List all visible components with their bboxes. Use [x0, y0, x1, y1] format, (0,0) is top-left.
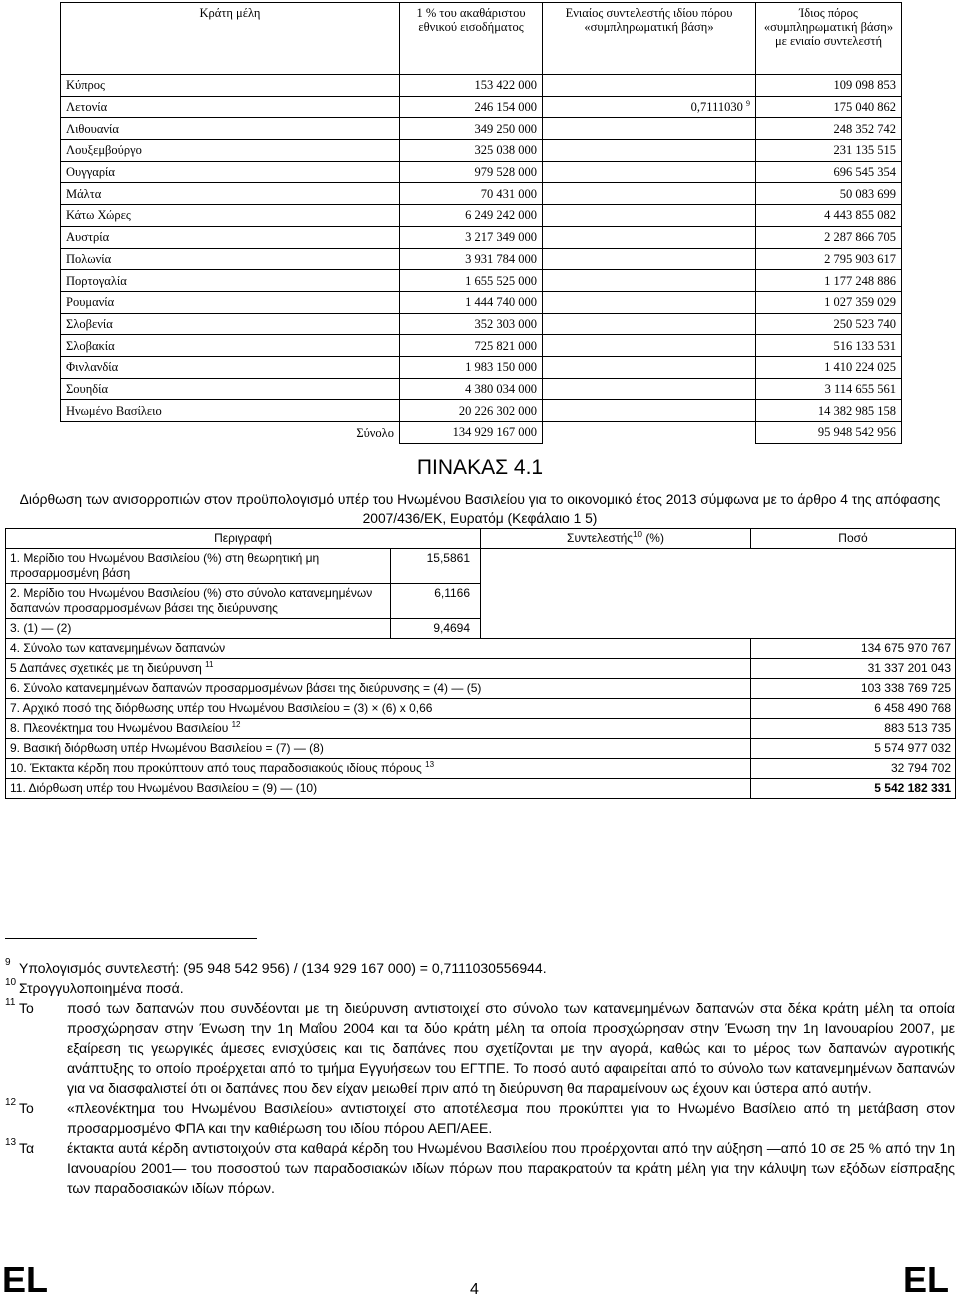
uniform-rate-cell [543, 205, 756, 227]
rate-row-value: 6,1166 [391, 584, 481, 619]
own-resource-value: 696 545 354 [756, 161, 902, 183]
table-title: ΠΙΝΑΚΑΣ 4.1 [416, 456, 544, 479]
country-name: Πορτογαλία [61, 270, 400, 292]
gni-value: 246 154 000 [400, 96, 543, 118]
own-resource-value: 250 523 740 [756, 313, 902, 335]
amount-row [6, 759, 956, 779]
footnote-text: Υπολογισμός συντελεστή: (95 948 542 956) / (134 929 167 000) = 0,7111030556944. [19, 960, 547, 976]
uniform-rate-cell [543, 226, 756, 248]
empty-cell [751, 584, 956, 619]
amount-row-description-cell [6, 699, 751, 719]
amount-row-description-cell [6, 679, 751, 699]
amount-row-description-cell [6, 759, 751, 779]
amount-row [6, 659, 956, 679]
own-resource-value: 248 352 742 [756, 118, 902, 140]
gni-value: 725 821 000 [400, 335, 543, 357]
country-name: Λουξεμβούργο [61, 140, 400, 162]
own-resource-value: 4 443 855 082 [756, 205, 902, 227]
footnote-text: έκτακτα αυτά κέρδη αντιστοιχούν στα καθαρά κέρδη του Ηνωμένου Βασιλείου που προέρχονται από την αύξηση —από 10 σε 25 % από την 1η Ιανουαρίου 2001— του ποσοστού των παραδοσιακών ιδίων πόρων που παρακρατούν τα κράτη μέλη για την κάλυψη των εξόδων είσπραξης των παραδοσιακών ιδίων πόρων. [67, 1140, 955, 1196]
uniform-rate-cell [543, 270, 756, 292]
country-name: Κύπρος [61, 75, 400, 97]
footnote [5, 1098, 955, 1138]
country-row [61, 75, 902, 97]
final-correction-description: 11. Διόρθωση υπέρ του Ηνωμένου Βασιλείου = (9) — (10) [6, 779, 751, 799]
amount-row-description: 9. Βασική διόρθωση υπέρ Ηνωμένου Βασιλείου = (7) — (8) [10, 741, 324, 755]
uk-correction-body [6, 549, 956, 799]
gni-value: 3 217 349 000 [400, 226, 543, 248]
country-name: Ρουμανία [61, 291, 400, 313]
amount-row-value: 103 338 769 725 [751, 679, 956, 699]
own-resource-value: 1 177 248 886 [756, 270, 902, 292]
amount-row [6, 639, 956, 659]
country-row [61, 226, 902, 248]
footnote-marker: 11 [5, 997, 16, 1008]
empty-cell [751, 619, 956, 639]
amount-row-description-cell [6, 659, 751, 679]
gni-value: 352 303 000 [400, 313, 543, 335]
empty-cell [481, 584, 751, 619]
uniform-rate-cell [543, 400, 756, 422]
rate-row [6, 549, 956, 584]
country-row [61, 183, 902, 205]
amount-row-value: 5 574 977 032 [751, 739, 956, 759]
gni-value: 20 226 302 000 [400, 400, 543, 422]
uniform-rate-cell [543, 118, 756, 140]
header-rate-footnote-ref: 10 [633, 530, 642, 539]
total-label: Σύνολο [356, 425, 394, 440]
header-rate-label: Συντελεστής [567, 531, 634, 545]
amount-row-description-cell [6, 719, 751, 739]
amount-row-description: 5 Δαπάνες σχετικές με τη διεύρυνση [10, 661, 202, 675]
country-row [61, 205, 902, 227]
gni-value: 4 380 034 000 [400, 378, 543, 400]
language-code-left: EL [2, 1259, 49, 1300]
rate-row-description: 2. Μερίδιο του Ηνωμένου Βασιλείου (%) στο σύνολο κατανεμημένων δαπανών προσαρμοσμένων βάσει της διεύρυνσης [6, 584, 391, 619]
gni-value: 70 431 000 [400, 183, 543, 205]
country-name: Αυστρία [61, 226, 400, 248]
total-row [61, 422, 902, 444]
final-correction-amount: 5 542 182 331 [751, 779, 956, 799]
amount-footnote-ref: 13 [425, 760, 435, 769]
amount-row-description: 7. Αρχικό ποσό της διόρθωσης υπέρ του Ηνωμένου Βασιλείου = (3) × (6) x 0,66 [10, 701, 433, 715]
own-resource-value: 2 795 903 617 [756, 248, 902, 270]
footnote [5, 958, 955, 978]
own-resource-value: 3 114 655 561 [756, 378, 902, 400]
uniform-rate-cell [543, 356, 756, 378]
country-name: Κάτω Χώρες [61, 205, 400, 227]
header-rate-suffix: (%) [645, 531, 664, 545]
country-row [61, 335, 902, 357]
footnote-lead-word: Το [19, 1100, 34, 1116]
footnote-text: Στρογγυλοποιημένα ποσά. [19, 980, 184, 996]
gni-value: 1 655 525 000 [400, 270, 543, 292]
amount-row-value: 31 337 201 043 [751, 659, 956, 679]
country-row [61, 291, 902, 313]
rate-row [6, 619, 956, 639]
header-member-states: Κράτη μέλη [61, 3, 400, 75]
amount-footnote-ref: 12 [231, 720, 241, 729]
footnote-marker: 9 [5, 957, 11, 968]
gni-value: 1 444 740 000 [400, 291, 543, 313]
footnote-marker: 12 [5, 1097, 17, 1108]
own-resource-value: 516 133 531 [756, 335, 902, 357]
rate-row-description: 3. (1) — (2) [6, 619, 391, 639]
country-name: Μάλτα [61, 183, 400, 205]
amount-row-value: 883 513 735 [751, 719, 956, 739]
table-caption: Διόρθωση των ανισορροπιών στον προϋπολογισμό υπέρ του Ηνωμένου Βασιλείου για το οικονομικό έτος 2013 σύμφωνα με το άρθρο 4 της απόφασης 2007/436/ΕΚ, Ευρατόμ (Κεφάλαιο 1 5) [19, 492, 941, 526]
header-amount: Ποσό [751, 529, 956, 549]
footnote-lead-word: Τα [19, 1140, 35, 1156]
country-name: Ηνωμένο Βασίλειο [61, 400, 400, 422]
footnote-marker: 10 [5, 977, 17, 988]
country-name: Σουηδία [61, 378, 400, 400]
amount-row-description-cell [6, 639, 751, 659]
empty-cell [481, 619, 751, 639]
amount-row [6, 719, 956, 739]
country-name: Ουγγαρία [61, 161, 400, 183]
header-description: Περιγραφή [6, 529, 481, 549]
empty-cell [751, 549, 956, 584]
own-resource-value: 50 083 699 [756, 183, 902, 205]
total-rate-empty [543, 422, 756, 444]
footnote [5, 998, 955, 1098]
footnote-separator [5, 938, 257, 939]
final-correction-row [6, 779, 956, 799]
language-code-right: EL [903, 1259, 950, 1300]
amount-row-description: 4. Σύνολο των κατανεμημένων δαπανών [10, 641, 226, 655]
country-row [61, 140, 902, 162]
amount-row [6, 699, 956, 719]
amount-row-value: 134 675 970 767 [751, 639, 956, 659]
gni-value: 325 038 000 [400, 140, 543, 162]
uniform-rate-cell [543, 183, 756, 205]
uniform-rate-value: 0,7111030 [690, 100, 743, 115]
country-row [61, 270, 902, 292]
uk-correction-header-row [6, 529, 956, 549]
footnotes [5, 958, 955, 1198]
own-resource-value: 1 410 224 025 [756, 356, 902, 378]
rate-row-value: 9,4694 [391, 619, 481, 639]
amount-row [6, 679, 956, 699]
country-row [61, 378, 902, 400]
footnote-lead-word: Το [19, 1000, 34, 1016]
amount-row-description: 10. Έκτακτα κέρδη που προκύπτουν από τους παραδοσιακούς ιδίους πόρους [10, 761, 422, 775]
uniform-rate-cell [543, 161, 756, 183]
empty-cell [481, 549, 751, 584]
header-rate [481, 529, 751, 549]
own-resource-header-row [61, 3, 902, 75]
footnote-text: «πλεονέκτημα του Ηνωμένου Βασιλείου» αντιστοιχεί στο αποτέλεσμα που προκύπτει για το Ηνωμένο Βασίλειο από τη μετάβαση στον προσαρμοσμένο ΦΠΑ και την καθιέρωση του ιδίου πόρου ΑΕΠ/ΑΕΕ. [67, 1100, 955, 1136]
gni-value: 3 931 784 000 [400, 248, 543, 270]
country-row [61, 161, 902, 183]
country-name: Σλοβενία [61, 313, 400, 335]
country-row [61, 118, 902, 140]
rate-row-value: 15,5861 [391, 549, 481, 584]
rate-row-description: 1. Μερίδιο του Ηνωμένου Βασιλείου (%) στη θεωρητική μη προσαρμοσμένη βάση [6, 549, 391, 584]
rate-row [6, 584, 956, 619]
uniform-rate-cell [543, 75, 756, 97]
rate-footnote-ref: 9 [746, 98, 750, 108]
amount-row-value: 6 458 490 768 [751, 699, 956, 719]
amount-row-description: 8. Πλεονέκτημα του Ηνωμένου Βασιλείου [10, 721, 229, 735]
country-name: Φινλανδία [61, 356, 400, 378]
header-gni-one-percent: 1 % του ακαθάριστου εθνικού εισοδήματος [400, 3, 543, 75]
gni-value: 153 422 000 [400, 75, 543, 97]
country-row [61, 400, 902, 422]
uniform-rate-cell [543, 313, 756, 335]
uniform-rate-cell [543, 96, 756, 118]
footnote-text: ποσό των δαπανών που συνδέονται με τη διεύρυνση αντιστοιχεί στο σύνολο των κατανεμημένων δαπανών στα δέκα κράτη μέλη τα οποία προσχώρησαν στην Ένωση την 1η Μαΐου 2004 και τα δύο κράτη μέλη τα οποία προσχώρησαν στην Ένωση την 1η Ιανουαρίου 2007, με εξαίρεση τις γεωργικές άμεσες ενισχύσεις και τις δαπάνες που σχετίζονται με την αγορά, καθώς και το μέρος των δαπανών αγροτικής ανάπτυξης το οποίο προέρχεται από το τμήμα Εγγυήσεων του ΕΓΤΠΕ. Το ποσό αυτό αφαιρείται από το σύνολο των κατανεμημένων δαπανών για να διασφαλιστεί ότι οι δαπάνες που δεν είχαν μειωθεί πριν από τη διεύρυνση θα παραμείνουν ως έχουν και ύστερα από αυτήν. [67, 1000, 955, 1096]
page-number: 4 [470, 1281, 479, 1298]
gni-value: 979 528 000 [400, 161, 543, 183]
country-name: Σλοβακία [61, 335, 400, 357]
gni-value: 349 250 000 [400, 118, 543, 140]
own-resource-value: 2 287 866 705 [756, 226, 902, 248]
footnote-marker: 13 [5, 1137, 17, 1148]
gni-value: 6 249 242 000 [400, 205, 543, 227]
uniform-rate-cell [543, 335, 756, 357]
amount-row-description-cell [6, 739, 751, 759]
uniform-rate-cell [543, 291, 756, 313]
own-resource-value: 14 382 985 158 [756, 400, 902, 422]
amount-row [6, 739, 956, 759]
uniform-rate-cell [543, 378, 756, 400]
own-resource-value: 231 135 515 [756, 140, 902, 162]
own-resource-table [60, 2, 902, 444]
gni-value: 1 983 150 000 [400, 356, 543, 378]
own-resource-body [61, 75, 902, 422]
amount-row-value: 32 794 702 [751, 759, 956, 779]
country-name: Λετονία [61, 96, 400, 118]
uniform-rate-cell [543, 140, 756, 162]
own-resource-value: 175 040 862 [756, 96, 902, 118]
country-row [61, 356, 902, 378]
footnote [5, 978, 955, 998]
total-own-resource: 95 948 542 956 [756, 422, 902, 444]
country-row [61, 248, 902, 270]
total-gni: 134 929 167 000 [400, 422, 543, 444]
header-own-resource: Ίδιος πόρος «συμπληρωματική βάση» με ενιαίο συντελεστή [756, 3, 902, 75]
country-name: Πολωνία [61, 248, 400, 270]
header-uniform-rate: Ενιαίος συντελεστής ιδίου πόρου «συμπληρωματική βάση» [543, 3, 756, 75]
country-row [61, 313, 902, 335]
uniform-rate-cell [543, 248, 756, 270]
amount-footnote-ref: 11 [205, 660, 214, 669]
own-resource-value: 1 027 359 029 [756, 291, 902, 313]
country-name: Λιθουανία [61, 118, 400, 140]
uk-correction-table [5, 528, 956, 799]
amount-row-description: 6. Σύνολο κατανεμημένων δαπανών προσαρμοσμένων βάσει της διεύρυνσης = (4) — (5) [10, 681, 482, 695]
footnote [5, 1138, 955, 1198]
own-resource-value: 109 098 853 [756, 75, 902, 97]
country-row [61, 96, 902, 118]
